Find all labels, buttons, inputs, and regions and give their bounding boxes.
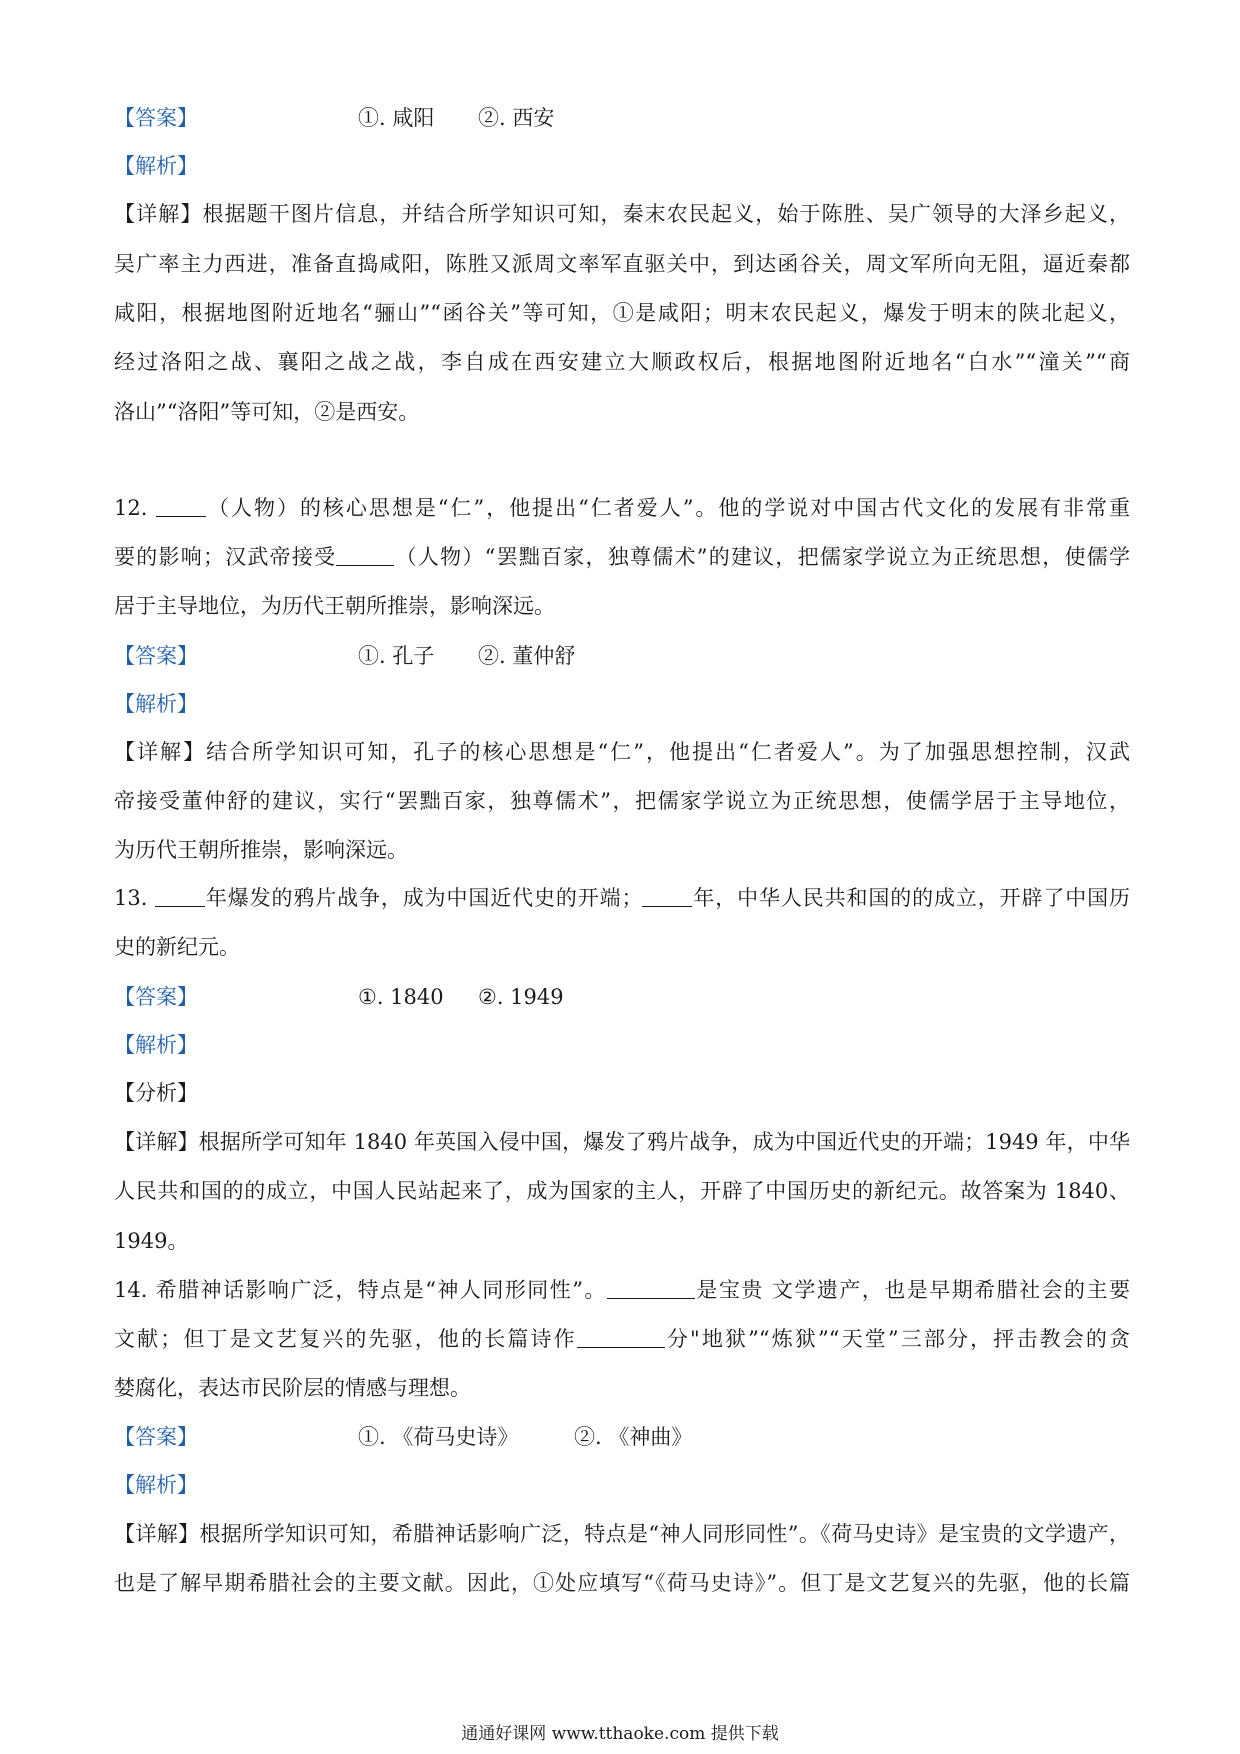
q14-detail-line-2: 也是了解早期希腊社会的主要文献。因此，①处应填写“《荷马史诗》”。但丁是文艺复兴的先驱，他的长篇	[114, 1571, 1130, 1595]
q13-detail-line-1	[114, 1127, 1130, 1157]
detail-tag: 【详解】	[114, 202, 203, 226]
fill-blank	[607, 1276, 695, 1299]
answer-2: ②. 董仲舒	[478, 644, 576, 668]
question-text: 希腊神话影响广泛，特点是“神人同形同性”。	[155, 1278, 607, 1302]
q11-detail-line-5: 洛山”“洛阳”等可知，②是西安。	[114, 400, 420, 424]
question-text: 年，中华人民共和国的的成立，开辟了中国历	[692, 886, 1130, 910]
q12-detail-line-1	[114, 737, 1130, 767]
question-text: （人物）“罢黜百家，独尊儒术”的建议，把儒家学说立为正统思想，使儒学	[394, 545, 1131, 569]
question-number: 14.	[114, 1278, 148, 1302]
q11-detail-line-1	[114, 199, 1130, 229]
q14-question-line-3: 婪腐化，表达市民阶层的情感与理想。	[114, 1376, 471, 1400]
q14-question-line-1	[114, 1275, 1130, 1305]
detail-text: 根据所学知识可知，希腊神话影响广泛，特点是“神人同形同性”。《荷马史诗》是宝贵的文学遗产，	[199, 1522, 1131, 1546]
fill-blank	[156, 494, 206, 517]
q13-detail-line-2: 人民共和国的的成立，中国人民站起来了，成为国家的主人，开辟了中国历史的新纪元。故答案为 1840、	[114, 1179, 1130, 1203]
answer-1: ①. 1840	[358, 985, 444, 1009]
q13-question-line-1	[114, 883, 1130, 913]
q13-fenxi-row	[114, 1078, 1130, 1108]
q11-analysis-row	[114, 151, 1130, 181]
q11-detail-line-3: 咸阳，根据地图附近地名“骊山”“函谷关”等可知，①是咸阳；明末农民起义，爆发于明末的陕北起义，	[114, 301, 1130, 325]
q12-answer-row	[114, 641, 1130, 671]
q12-question-line-1	[114, 493, 1130, 523]
q14-question-line-2	[114, 1324, 1130, 1354]
answer-2: ②. 1949	[478, 985, 564, 1009]
answer-tag: 【答案】	[114, 644, 198, 668]
q12-analysis-row	[114, 689, 1130, 719]
q13-question-line-2: 史的新纪元。	[114, 935, 240, 959]
question-number: 12.	[114, 496, 148, 520]
answer-tag: 【答案】	[114, 106, 198, 130]
q12-detail-line-3: 为历代王朝所推崇，影响深远。	[114, 838, 408, 862]
answer-tag: 【答案】	[114, 985, 198, 1009]
detail-tag: 【详解】	[114, 1522, 200, 1546]
detail-text: 根据所学可知年 1840 年英国入侵中国，爆发了鸦片战争，成为中国近代史的开端；1949 年，中华	[198, 1130, 1131, 1154]
answer-2: ②. 西安	[478, 106, 555, 130]
q13-answer-row	[114, 982, 1130, 1012]
answer-1: ①. 孔子	[358, 644, 435, 668]
fill-blank	[642, 884, 692, 907]
answer-1: ①. 咸阳	[358, 106, 435, 130]
answer-2: ②. 《神曲》	[574, 1425, 693, 1449]
question-number: 13.	[114, 886, 148, 910]
q14-detail-line-1	[114, 1519, 1130, 1549]
question-text: 是宝贵 文学遗产，也是早期希腊社会的主要	[694, 1278, 1130, 1302]
detail-tag: 【详解】	[114, 1130, 199, 1154]
analysis-tag: 【解析】	[114, 154, 198, 178]
q12-detail-line-2: 帝接受董仲舒的建议，实行“罢黜百家，独尊儒术”，把儒家学说立为正统思想，使儒学居于主导地位，	[114, 789, 1130, 813]
q11-detail-line-2: 吴广率主力西进，准备直捣咸阳，陈胜又派周文率军直驱关中，到达函谷关，周文军所向无阻，逼近秦都	[114, 252, 1130, 276]
detail-text: 根据题干图片信息，并结合所学知识可知，秦末农民起义，始于陈胜、吴广领导的大泽乡起义，	[202, 202, 1131, 226]
q11-answer-row	[114, 103, 1130, 133]
question-text: 分"地狱”“炼狱”“天堂”三部分，抨击教会的贪	[664, 1327, 1130, 1351]
question-text: （人物）的核心思想是“仁”，他提出“仁者爱人”。他的学说对中国古代文化的发展有非常重	[206, 496, 1130, 520]
q12-question-line-2	[114, 542, 1130, 572]
page-footer: 通通好课网 www.tthaoke.com 提供下载	[461, 1724, 779, 1744]
question-text: 年爆发的鸦片战争，成为中国近代史的开端；	[204, 886, 643, 910]
detail-text: 结合所学知识可知，孔子的核心思想是“仁”，他提出“仁者爱人”。为了加强思想控制，汉武	[206, 740, 1130, 764]
q13-analysis-row	[114, 1030, 1130, 1060]
answer-1: ①. 《荷马史诗》	[358, 1425, 519, 1449]
question-text: 文献；但丁是文艺复兴的先驱，他的长篇诗作	[114, 1327, 577, 1351]
answer-tag: 【答案】	[114, 1425, 198, 1449]
fenxi-tag: 【分析】	[114, 1081, 198, 1105]
question-text: 要的影响；汉武帝接受	[114, 545, 337, 569]
detail-tag: 【详解】	[114, 740, 207, 764]
q13-detail-line-3: 1949。	[114, 1229, 189, 1253]
fill-blank	[336, 543, 394, 566]
analysis-tag: 【解析】	[114, 1033, 198, 1057]
fill-blank	[577, 1325, 665, 1348]
analysis-tag: 【解析】	[114, 692, 198, 716]
fill-blank	[155, 884, 205, 907]
q14-analysis-row	[114, 1470, 1130, 1500]
q14-answer-row	[114, 1422, 1130, 1452]
analysis-tag: 【解析】	[114, 1473, 198, 1497]
q11-detail-line-4: 经过洛阳之战、襄阳之战之战，李自成在西安建立大顺政权后，根据地图附近地名“白水”“潼关”“商	[114, 350, 1130, 374]
q12-question-line-3: 居于主导地位，为历代王朝所推崇，影响深远。	[114, 594, 555, 618]
